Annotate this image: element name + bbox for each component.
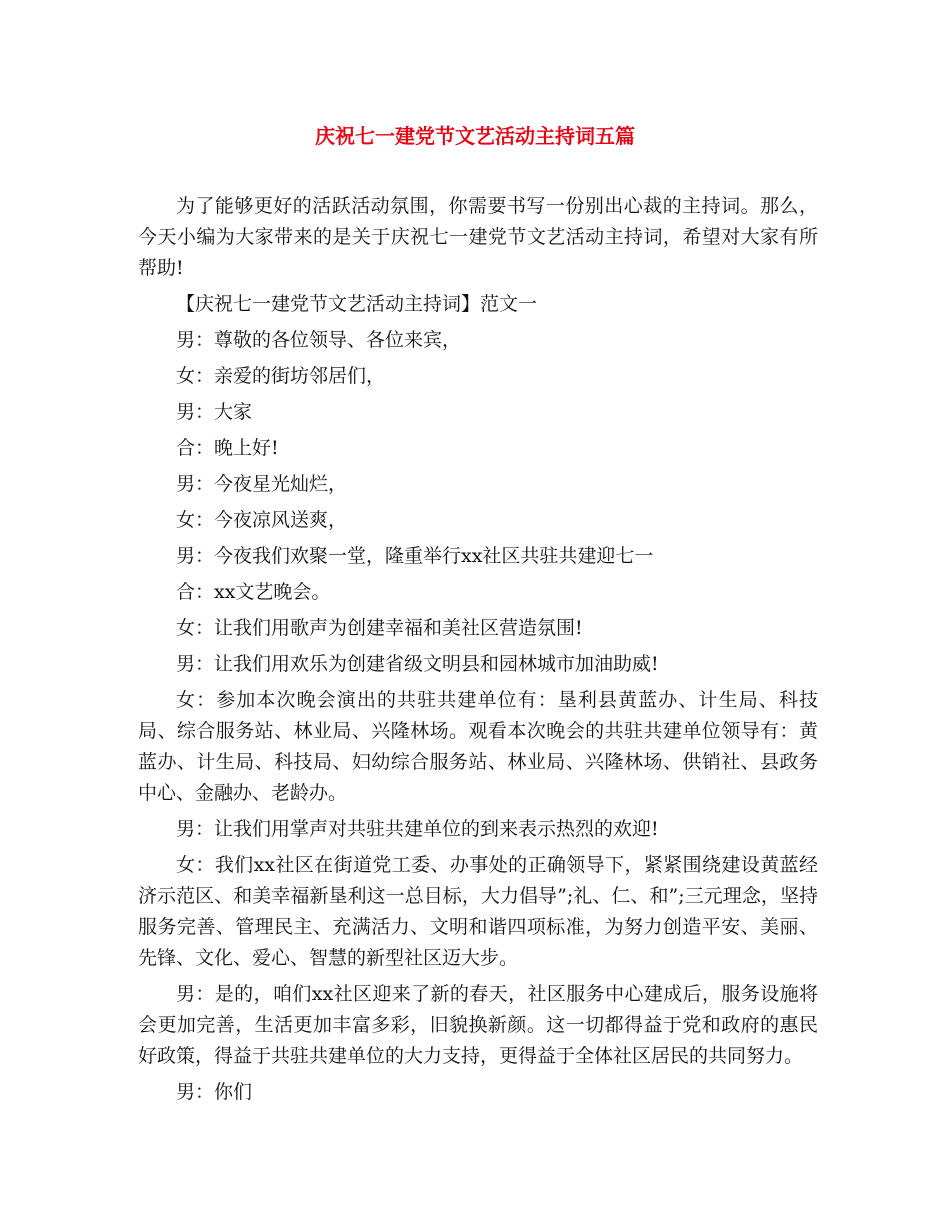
script-line: 男：让我们用欢乐为创建省级文明县和园林城市加油助威! (176, 653, 659, 675)
intro-paragraph: 为了能够更好的活跃活动氛围，你需要书写一份别出心裁的主持词。那么，今天小编为大家带来的是关于庆祝七一建党节文艺活动主持词，希望对大家有所帮助! (138, 195, 818, 279)
script-line: 男：让我们用掌声对共驻共建单位的到来表示热烈的欢迎! (176, 818, 659, 840)
document-body (138, 191, 818, 1113)
script-line: 男：你们 (176, 1081, 253, 1103)
script-line: 女：参加本次晚会演出的共驻共建单位有：垦利县黄蓝办、计生局、科技局、综合服务站、林业局、兴隆林场。观看本次晚会的共驻共建单位领导有：黄蓝办、计生局、科技局、妇幼综合服务站、林业局、兴隆林场、供销社、县政务中心、金融办、老龄办。 (138, 689, 818, 804)
script-line: 女：我们xx社区在街道党工委、办事处的正确领导下，紧紧围绕建设黄蓝经济示范区、和美幸福新垦利这一总目标，大力倡导”;礼、仁、和”;三元理念，坚持服务完善、管理民主、充满活力、文明和谐四项标准，为努力创造平安、美丽、先锋、文化、爱心、智慧的新型社区迈大步。 (138, 854, 818, 969)
script-line: 合：xx文艺晚会。 (176, 581, 331, 603)
script-line: 女：让我们用歌声为创建幸福和美社区营造氛围! (176, 617, 583, 639)
section-heading: 【庆祝七一建党节文艺活动主持词】范文一 (176, 293, 538, 315)
script-line: 男：今夜星光灿烂， (176, 473, 348, 495)
document-title: 庆祝七一建党节文艺活动主持词五篇 (315, 124, 635, 148)
script-line: 男：尊敬的各位领导、各位来宾， (176, 329, 462, 351)
script-line: 男：大家 (176, 401, 253, 423)
script-line: 合：晚上好! (176, 437, 279, 459)
script-line: 女：今夜凉风送爽， (176, 509, 348, 531)
script-line: 男：今夜我们欢聚一堂，隆重举行xx社区共驻共建迎七一 (176, 545, 654, 567)
script-line: 男：是的，咱们xx社区迎来了新的春天，社区服务中心建成后，服务设施将会更加完善，生活更加丰富多彩，旧貌换新颜。这一切都得益于党和政府的惠民好政策，得益于共驻共建单位的大力支持，更得益于全体社区居民的共同努力。 (138, 983, 818, 1067)
script-line: 女：亲爱的街坊邻居们， (176, 365, 386, 387)
